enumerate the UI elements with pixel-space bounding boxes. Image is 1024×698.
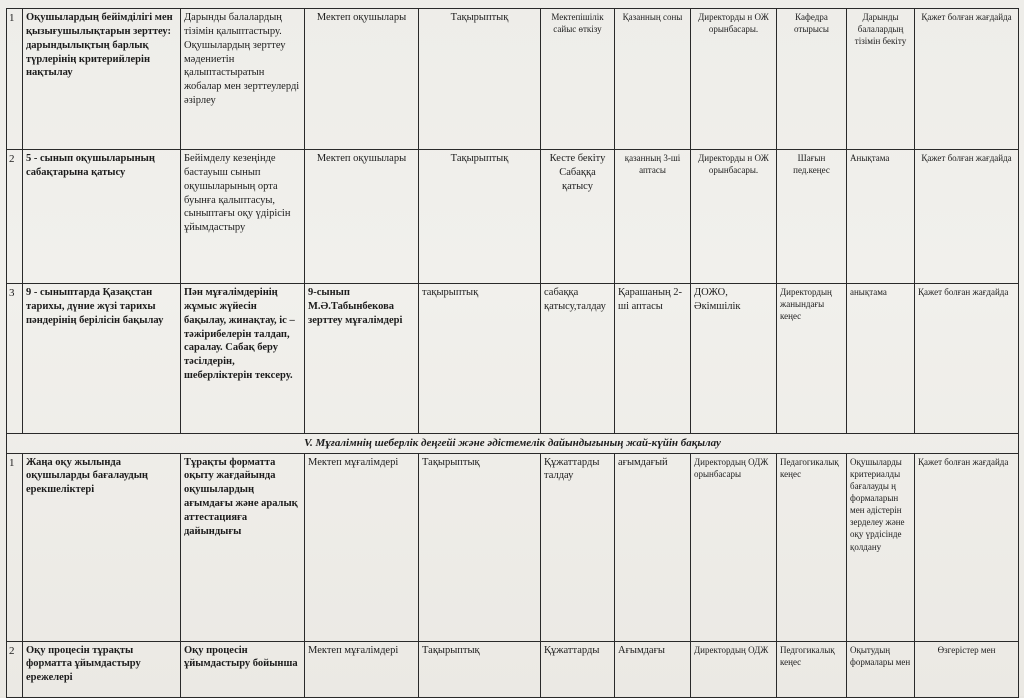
cell-deadline: қазанның 3-ші аптасы [615, 150, 691, 284]
cell-objective: Оқушылардың бейімділігі мен қызығушылықтарын зерттеу: дарындылықтың барлық түрлерінің критерийлерін нақтылау [23, 9, 181, 150]
cell-responsible: ДОЖО, Әкімшілік [691, 284, 777, 434]
cell-objective: Оқу процесін тұрақты форматта ұйымдастыру ережелері [23, 641, 181, 697]
cell-deadline: Қазанның соны [615, 9, 691, 150]
row-number: 2 [7, 150, 23, 284]
cell-venue: Педгогикалық кеңес [777, 641, 847, 697]
cell-decision: Қажет болған жағдайда [915, 9, 1019, 150]
cell-result: анықтама [847, 284, 915, 434]
table-row [7, 641, 1019, 697]
cell-responsible: Директордың ОДЖ орынбасары [691, 453, 777, 641]
cell-decision: Қажет болған жағдайда [915, 150, 1019, 284]
cell-result: Оқытудың формалары мен [847, 641, 915, 697]
section-title: V. Мұғалімнің шеберлік деңгейі және әдістемелік дайындығының жай-күйін бақылау [7, 434, 1019, 454]
cell-method: Кесте бекіту Сабаққа қатысу [541, 150, 615, 284]
cell-decision: Қажет болған жағдайда [915, 284, 1019, 434]
cell-type: Тақырыптық [419, 150, 541, 284]
row-number: 2 [7, 641, 23, 697]
cell-type: тақырыптық [419, 284, 541, 434]
row-number: 1 [7, 9, 23, 150]
cell-object: Мектеп мұғалімдері [305, 641, 419, 697]
cell-venue: Педагогикалық кеңес [777, 453, 847, 641]
cell-result: Оқушыларды критериалды бағалауды ң формаларын мен әдістерін зерделеу және оқу үрдісінде қолдану [847, 453, 915, 641]
cell-method: Құжаттарды талдау [541, 453, 615, 641]
cell-objective: 9 - сыныптарда Қазақстан тарихы, дүние жүзі тарихы пәндерінің берілісін бақылау [23, 284, 181, 434]
cell-content: Тұрақты форматта оқыту жағдайында оқушылардың ағымдағы және аралық аттестацияға дайындығы [181, 453, 305, 641]
cell-decision: Өзгерістер мен [915, 641, 1019, 697]
cell-venue: Шағын пед.кеңес [777, 150, 847, 284]
row-number: 3 [7, 284, 23, 434]
cell-responsible: Директорды н ОЖ орынбасары. [691, 150, 777, 284]
cell-type: Тақырыптық [419, 9, 541, 150]
cell-content: Дарынды балалардың тізімін қалыптастыру. Оқушылардың зерттеу мәдениетін қалыптастыратын жобалар мен зерттеулерді әзірлеу [181, 9, 305, 150]
table-row [7, 453, 1019, 641]
cell-objective: Жаңа оқу жылында оқушыларды бағалаудың ерекшеліктері [23, 453, 181, 641]
cell-type: Тақырыптық [419, 641, 541, 697]
table-row [7, 284, 1019, 434]
plan-table [6, 8, 1019, 698]
cell-result: Анықтама [847, 150, 915, 284]
cell-method: сабаққа қатысу,талдау [541, 284, 615, 434]
cell-objective: 5 - сынып оқушыларының сабақтарына қатысу [23, 150, 181, 284]
cell-content: Бейімделу кезеңінде бастауыш сынып оқушыларының орта буынға қалыптасуы, сыныптағы оқу үдірісін ұйымдастыру [181, 150, 305, 284]
cell-content: Оқу процесін ұйымдастыру бойынша [181, 641, 305, 697]
cell-responsible: Директордың ОДЖ [691, 641, 777, 697]
cell-object: Мектеп оқушылары [305, 150, 419, 284]
cell-deadline: ағымдағый [615, 453, 691, 641]
row-number: 1 [7, 453, 23, 641]
cell-responsible: Директорды н ОЖ орынбасары. [691, 9, 777, 150]
cell-result: Дарынды балалардың тізімін бекіту [847, 9, 915, 150]
cell-venue: Кафедра отырысы [777, 9, 847, 150]
cell-decision: Қажет болған жағдайда [915, 453, 1019, 641]
cell-object: Мектеп оқушылары [305, 9, 419, 150]
section-row [7, 434, 1019, 454]
cell-method: Мектепішілік сайыс өткізу [541, 9, 615, 150]
cell-object: Мектеп мұғалімдері [305, 453, 419, 641]
cell-method: Құжаттарды [541, 641, 615, 697]
table-row [7, 9, 1019, 150]
cell-deadline: Қарашаның 2-ші аптасы [615, 284, 691, 434]
cell-object: 9-сынып М.Ә.Табынбекова зерттеу мұғалімдері [305, 284, 419, 434]
cell-venue: Директордың жанындағы кеңес [777, 284, 847, 434]
cell-type: Тақырыптық [419, 453, 541, 641]
cell-deadline: Ағымдағы [615, 641, 691, 697]
table-row [7, 150, 1019, 284]
cell-content: Пән мұғалімдерінің жұмыс жүйесін бақылау, жинақтау, іс – тәжірибелерін талдап, саралау. Сабақ беру тәсілдерін, шеберліктерін тексеру. [181, 284, 305, 434]
